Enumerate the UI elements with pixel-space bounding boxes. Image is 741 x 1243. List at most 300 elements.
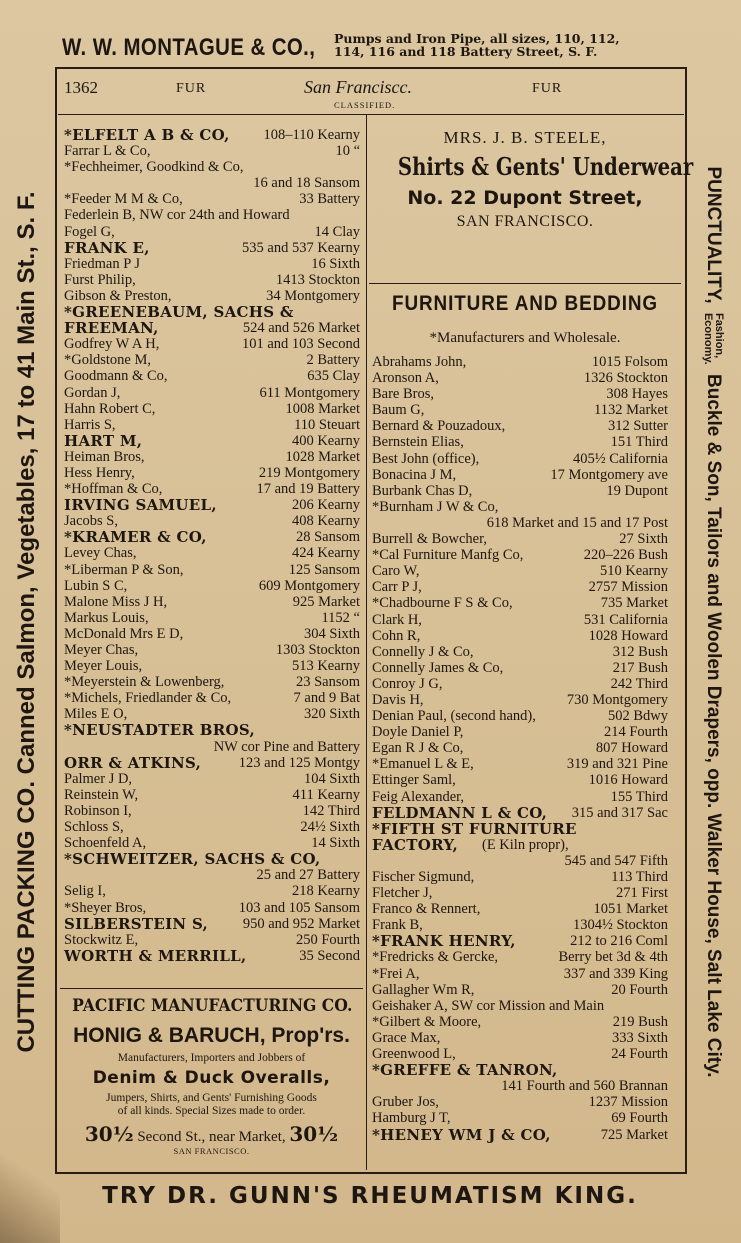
listing-address: 611 Montgomery: [259, 384, 360, 401]
listing-address: 19 Dupont: [606, 482, 668, 499]
listing-address: 618 Market and 15 and 17 Post: [486, 514, 668, 531]
pacific-ad-proprietors: HONIG & BARUCH, Prop'rs.: [73, 1024, 350, 1047]
listing-name: Clark H,: [372, 611, 422, 628]
listing-address: 319 and 321 Pine: [566, 756, 668, 773]
listing-address: 502 Bdwy: [607, 708, 668, 725]
listing-row: [64, 545, 360, 561]
listing-name: Bare Bros,: [372, 386, 435, 403]
listing-row: [64, 304, 360, 320]
listing-name: *Burnham J W & Co,: [372, 498, 499, 515]
listing-address: 315 and 317 Sac: [571, 804, 668, 821]
listing-row: [372, 966, 668, 982]
listing-address: 206 Kearny: [291, 497, 360, 514]
listing-address: 408 Kearny: [291, 513, 360, 530]
listing-row: [372, 595, 668, 611]
listing-name: Godfrey W A H,: [64, 336, 160, 353]
listing-name: *Goldstone M,: [64, 352, 151, 369]
listing-row: [64, 256, 360, 272]
listing-row: [372, 756, 668, 772]
listing-row: [64, 481, 360, 497]
listing-name: Gibson & Preston,: [64, 287, 172, 304]
listing-name: Goodmann & Co,: [64, 368, 168, 385]
listing-address: 16 and 18 Sansom: [253, 175, 360, 192]
listing-name: Stockwitz E,: [64, 931, 139, 948]
listing-row: [64, 433, 360, 449]
listing-row: [372, 499, 668, 515]
listing-address: 609 Montgomery: [258, 577, 360, 594]
listing-name: *FRANK HENRY,: [372, 932, 516, 951]
listing-row: [372, 917, 668, 933]
listing-name: *Meyerstein & Lowenberg,: [64, 674, 225, 691]
listing-row: [64, 529, 360, 545]
listing-address: 510 Kearny: [599, 563, 668, 580]
top-ad-details: [334, 32, 620, 58]
listing-name: Burbank Chas D,: [372, 482, 473, 499]
listing-name: Meyer Chas,: [64, 642, 139, 658]
listing-row: [372, 579, 668, 595]
listing-address: Berry bet 3d & 4th: [558, 949, 668, 966]
pacific-ad-tagline: Manufacturers, Importers and Jobbers of: [117, 1052, 306, 1064]
listing-row: [372, 451, 668, 467]
listing-address: 151 Third: [610, 434, 668, 451]
listing-row: [372, 740, 668, 756]
listing-address: 1326 Stockton: [583, 370, 668, 387]
listing-name: Selig I,: [64, 883, 106, 900]
right-ad-part1: PUNCTUALITY,: [702, 166, 724, 304]
listing-address: 23 Sansom: [295, 674, 360, 691]
listing-row: [372, 418, 668, 434]
listing-name: FRANK E,: [64, 238, 150, 257]
listing-address: 142 Third: [302, 802, 360, 819]
listing-name: Friedman P J: [64, 255, 140, 272]
listing-address: 405½ California: [572, 450, 668, 467]
listing-address: 925 Market: [292, 593, 360, 610]
steele-ad-headline: Shirts & Gents' Underwear: [397, 152, 694, 181]
listing-address: 524 and 526 Market: [242, 320, 360, 337]
listing-name: Federlein B, NW cor 24th and Howard: [64, 207, 290, 224]
listing-address: 17 and 19 Battery: [256, 481, 360, 498]
left-listing-column: [64, 127, 360, 964]
listing-name: Harris S,: [64, 416, 116, 433]
section-heading: FURNITURE AND BEDDING: [391, 292, 659, 315]
listing-name: Miles E O,: [64, 706, 128, 723]
right-section-rule: [369, 283, 681, 284]
listing-address: 2 Battery: [306, 352, 360, 369]
listing-row: [372, 1062, 668, 1078]
listing-address: 312 Sutter: [607, 418, 668, 435]
listing-name: FACTORY,: [372, 835, 458, 854]
listing-name: HART M,: [64, 431, 143, 450]
listing-row: [64, 272, 360, 288]
listing-row: [64, 722, 360, 738]
listing-row: [64, 835, 360, 851]
listing-address: 725 Market: [600, 1126, 668, 1143]
listing-address: 24½ Sixth: [300, 819, 360, 836]
listing-address: 14 Sixth: [311, 835, 360, 852]
listing-address: 1413 Stockton: [275, 271, 360, 288]
right-side-ad-text: [702, 80, 724, 1165]
listing-row: [372, 1127, 668, 1143]
listing-name: Denian Paul, (second hand),: [372, 708, 536, 725]
listing-row: [372, 1078, 668, 1094]
top-ad-line1: Pumps and Iron Pipe, all sizes, 110, 112,: [334, 31, 620, 46]
listing-row: [372, 402, 668, 418]
pacific-ad-number-right: 30½: [289, 1122, 339, 1146]
listing-name: Carr P J,: [372, 579, 422, 596]
listing-address: 950 and 952 Market: [242, 915, 360, 932]
right-ad-small2: Economy.: [702, 312, 715, 365]
listing-name: Doyle Daniel P,: [372, 724, 464, 741]
listing-name: *GREENEBAUM, SACHS &: [64, 303, 294, 322]
listing-name: Aronson A,: [372, 370, 439, 387]
listing-row: [64, 851, 360, 867]
right-listing-column: [372, 354, 668, 1143]
listing-row: [64, 626, 360, 642]
listing-name: Markus Louis,: [64, 609, 149, 626]
listing-address: 250 Fourth: [295, 931, 360, 948]
listing-row: [372, 982, 668, 998]
listing-name: Davis H,: [372, 691, 424, 708]
listing-name: Fogel G,: [64, 223, 115, 240]
listing-row: [64, 513, 360, 529]
pacific-ad-city: SAN FRANCISCO.: [173, 1146, 250, 1156]
listing-address: 7 and 9 Bat: [293, 690, 360, 707]
listing-address: 33 Battery: [299, 191, 360, 208]
right-ad-small1: Fashion,: [713, 312, 726, 359]
listing-row: [64, 706, 360, 722]
listing-name: Ettinger Saml,: [372, 772, 456, 789]
listing-row: [64, 159, 360, 175]
listing-address: 635 Clay: [307, 368, 360, 385]
listing-name: Egan R J & Co,: [372, 740, 464, 757]
pacific-ad-street: Second St., near Market,: [137, 1129, 286, 1145]
listing-address: 735 Market: [600, 595, 668, 612]
steele-ad-address: No. 22 Dupont Street,: [407, 187, 643, 209]
listing-name: *SCHWEITZER, SACHS & CO,: [64, 850, 321, 869]
listing-row: [64, 819, 360, 835]
listing-row: [64, 352, 360, 368]
listing-row: [64, 771, 360, 787]
listing-row: [64, 207, 360, 223]
listing-name: Levey Chas,: [64, 545, 137, 562]
listing-row: [64, 916, 360, 932]
listing-row: [372, 531, 668, 547]
listing-row: [372, 724, 668, 740]
listing-address: 219 Montgomery: [258, 464, 360, 481]
top-ad-name: W. W. MONTAGUE & CO.,: [62, 34, 316, 61]
pacific-ad-number-left: 30½: [84, 1122, 134, 1146]
listing-row: [64, 867, 360, 883]
listing-name: Malone Miss J H,: [64, 593, 168, 610]
listing-address: 155 Third: [610, 788, 668, 805]
listing-row: [372, 837, 668, 853]
listing-row: [372, 692, 668, 708]
listing-name: Bernstein Elias,: [372, 434, 464, 451]
listing-name: Frank B,: [372, 917, 423, 934]
right-ad-small: [702, 313, 724, 365]
listing-address: 271 First: [616, 885, 668, 902]
listing-row: [64, 948, 360, 964]
listing-row: [64, 240, 360, 256]
listing-address: 101 and 103 Second: [242, 336, 360, 353]
pacific-ad-product: Denim & Duck Overalls,: [92, 1068, 331, 1088]
listing-address: 400 Kearny: [291, 432, 360, 449]
listing-name: *Fredricks & Gercke,: [372, 949, 499, 966]
listing-row: [372, 644, 668, 660]
page-number: 1362: [64, 78, 98, 97]
listing-name: Burrell & Bowcher,: [372, 531, 487, 548]
listing-address: 220–226 Bush: [583, 547, 668, 564]
pacific-ad-goods-line1: Jumpers, Shirts, and Gents' Furnishing Goods: [106, 1092, 317, 1104]
listing-row: [64, 127, 360, 143]
listing-row: [372, 628, 668, 644]
listing-row: [64, 787, 360, 803]
listing-row: [64, 883, 360, 899]
listing-name: McDonald Mrs E D,: [64, 625, 184, 642]
listing-name: Furst Philip,: [64, 271, 136, 288]
listing-row: [372, 370, 668, 386]
listing-name: *Hoffman & Co,: [64, 481, 163, 498]
listing-name: Connelly J & Co,: [372, 643, 474, 660]
listing-address: 212 to 216 Coml: [570, 933, 668, 950]
listing-name: *Feeder M M & Co,: [64, 191, 183, 208]
listing-row: [372, 547, 668, 563]
listing-name: *HENEY WM J & CO,: [372, 1125, 551, 1144]
listing-row: [64, 900, 360, 916]
listing-name: *Gilbert & Moore,: [372, 1013, 482, 1030]
listing-address: 108–110 Kearny: [263, 127, 360, 143]
left-side-ad-text: CUTTING PACKING CO. Canned Salmon, Vegetables, 17 to 41 Main St., S. F.: [13, 191, 40, 1053]
listing-address: 28 Sansom: [295, 529, 360, 546]
listing-name: Farrar L & Co,: [64, 143, 151, 160]
listing-name: Gallagher Wm R,: [372, 981, 475, 998]
listing-name: Abrahams John,: [372, 354, 467, 370]
pacific-ad-address: [60, 1122, 363, 1146]
listing-row: [64, 610, 360, 626]
listing-address: 411 Kearny: [292, 786, 360, 803]
listing-name: *Cal Furniture Manfg Co,: [372, 547, 524, 564]
listing-address: (E Kiln propr),: [482, 836, 569, 853]
listing-row: [64, 562, 360, 578]
listing-address: 1132 Market: [594, 402, 668, 419]
listing-name: *Fechheimer, Goodkind & Co,: [64, 159, 244, 176]
listing-name: Gruber Jos,: [372, 1094, 439, 1111]
listing-address: 1152 “: [321, 609, 360, 626]
listing-address: 308 Hayes: [606, 386, 668, 403]
running-head-left: FUR: [176, 81, 207, 96]
listing-address: 1015 Folsom: [591, 354, 668, 370]
listing-name: FREEMAN,: [64, 319, 159, 338]
listing-address: 113 Third: [611, 869, 668, 885]
listing-row: [64, 224, 360, 240]
listing-address: 1051 Market: [593, 901, 668, 918]
listing-row: [372, 821, 668, 837]
listing-row: [372, 483, 668, 499]
listing-name: Lubin S C,: [64, 577, 128, 594]
listing-address: 535 and 537 Kearny: [242, 239, 360, 256]
listing-address: 217 Bush: [612, 659, 668, 676]
listing-name: FELDMANN L & CO,: [372, 803, 548, 822]
listing-name: *Michels, Friedlander & Co,: [64, 690, 232, 707]
listing-address: 513 Kearny: [291, 658, 360, 675]
section-subheading: *Manufacturers and Wholesale.: [429, 330, 621, 346]
listing-row: [64, 932, 360, 948]
steele-ad-city: SAN FRANCISCO.: [456, 213, 594, 230]
listing-name: Robinson I,: [64, 802, 132, 819]
listing-name: Grace Max,: [372, 1029, 441, 1046]
listing-name: Greenwood L,: [372, 1046, 456, 1063]
listing-name: *Chadbourne F S & Co,: [372, 595, 513, 612]
listing-address: 1016 Howard: [588, 772, 668, 789]
listing-name: Hess Henry,: [64, 464, 135, 481]
listing-name: Franco & Rennert,: [372, 901, 481, 918]
listing-row: [372, 805, 668, 821]
listing-address: NW cor Pine and Battery: [213, 738, 360, 755]
listing-address: 1303 Stockton: [275, 642, 360, 658]
pacific-ad-company: PACIFIC MANUFACTURING CO.: [72, 996, 353, 1016]
listing-row: [372, 998, 668, 1014]
steele-advertisement: [370, 128, 694, 231]
listing-name: Feig Alexander,: [372, 788, 465, 805]
listing-row: [64, 594, 360, 610]
listing-row: [64, 642, 360, 658]
listing-address: 807 Howard: [595, 740, 668, 757]
pacific-ad-goods-line2: of all kinds. Special Sizes made to order.: [117, 1105, 306, 1117]
listing-address: 25 and 27 Battery: [256, 867, 360, 884]
listing-row: [64, 674, 360, 690]
listing-address: 24 Fourth: [611, 1046, 668, 1063]
pacific-advertisement: [60, 996, 363, 1156]
listing-row: [64, 658, 360, 674]
listing-row: [372, 901, 668, 917]
listing-row: [372, 660, 668, 676]
listing-row: [64, 803, 360, 819]
listing-row: [64, 449, 360, 465]
listing-name: *Emanuel L & E,: [372, 756, 474, 773]
listing-address: 2757 Mission: [588, 579, 668, 596]
listing-name: Best John (office),: [372, 450, 480, 467]
classified-label: CLASSIFIED.: [334, 100, 396, 110]
listing-name: Reinstein W,: [64, 786, 139, 803]
left-ad-rule: [60, 988, 363, 989]
listing-address: 17 Montgomery ave: [550, 466, 668, 483]
header-rule: [58, 114, 684, 115]
listing-row: [64, 143, 360, 159]
listing-row: [64, 755, 360, 771]
listing-row: [64, 690, 360, 706]
listing-address: 730 Montgomery: [566, 691, 668, 708]
listing-address: 242 Third: [610, 675, 668, 692]
listing-row: [64, 368, 360, 384]
listing-row: [372, 612, 668, 628]
listing-address: 10 “: [335, 143, 360, 160]
listing-name: *NEUSTADTER BROS,: [64, 721, 256, 740]
top-advertisement: [62, 30, 682, 66]
listing-row: [372, 853, 668, 869]
listing-address: 333 Sixth: [612, 1029, 668, 1046]
listing-name: Cohn R,: [372, 627, 421, 644]
listing-row: [372, 772, 668, 788]
listing-row: [64, 739, 360, 755]
listing-name: Meyer Louis,: [64, 658, 143, 675]
steele-ad-name: MRS. J. B. STEELE,: [443, 128, 607, 147]
listing-row: [64, 497, 360, 513]
listing-name: ORR & ATKINS,: [64, 753, 202, 772]
listing-name: Baum G,: [372, 402, 425, 419]
listing-address: 34 Montgomery: [266, 287, 360, 304]
listing-row: [64, 578, 360, 594]
listing-name: *GREFFE & TANRON,: [372, 1061, 558, 1080]
listing-address: 1008 Market: [285, 400, 360, 417]
listing-row: [372, 434, 668, 450]
listing-name: *Frei A,: [372, 965, 420, 982]
right-side-advertisement: [690, 80, 736, 1165]
listing-row: [372, 869, 668, 885]
listing-row: [64, 175, 360, 191]
listing-address: 125 Sansom: [288, 561, 360, 578]
listing-name: Heiman Bros,: [64, 448, 145, 465]
listing-address: 337 and 339 King: [563, 965, 668, 982]
listing-row: [372, 386, 668, 402]
listing-address: 123 and 125 Montgy: [238, 754, 360, 771]
listing-address: 304 Sixth: [304, 625, 360, 642]
listing-row: [372, 1014, 668, 1030]
listing-row: [372, 708, 668, 724]
listing-name: SILBERSTEIN S,: [64, 914, 209, 933]
listing-name: Fletcher J,: [372, 885, 433, 902]
listing-address: 20 Fourth: [611, 981, 668, 998]
left-side-advertisement: [5, 80, 49, 1165]
listing-name: Hahn Robert C,: [64, 400, 156, 417]
listing-row: [64, 385, 360, 401]
listing-name: Schloss S,: [64, 819, 124, 836]
listing-address: 531 California: [583, 611, 668, 628]
listing-address: 1304½ Stockton: [572, 917, 668, 934]
listing-address: 110 Steuart: [294, 416, 360, 433]
listing-name: Gordan J,: [64, 384, 121, 401]
listing-address: 320 Sixth: [304, 706, 360, 723]
listing-name: *KRAMER & CO,: [64, 528, 207, 547]
listing-name: Schoenfeld A,: [64, 835, 147, 852]
listing-row: [372, 949, 668, 965]
listing-row: [372, 1030, 668, 1046]
listing-address: 545 and 547 Fifth: [564, 852, 668, 869]
listing-address: 218 Kearny: [291, 883, 360, 900]
listing-row: [64, 417, 360, 433]
listing-row: [372, 1046, 668, 1062]
listing-row: [372, 354, 668, 370]
listing-row: [372, 515, 668, 531]
listing-address: 141 Fourth and 560 Brannan: [501, 1078, 668, 1095]
listing-address: 1028 Market: [285, 448, 360, 465]
listing-address: 14 Clay: [314, 223, 360, 240]
listing-name: WORTH & MERRILL,: [64, 946, 247, 965]
listing-name: *ELFELT A B & CO,: [64, 126, 230, 144]
page-header: [64, 76, 681, 110]
listing-name: Connelly James & Co,: [372, 659, 504, 676]
listing-row: [64, 336, 360, 352]
listing-address: 16 Sixth: [311, 255, 360, 272]
column-divider: [366, 115, 367, 1170]
listing-name: Palmer J D,: [64, 770, 133, 787]
listing-address: 35 Second: [299, 947, 360, 964]
listing-name: Bernard & Pouzadoux,: [372, 418, 506, 435]
listing-address: 219 Bush: [612, 1013, 668, 1030]
bottom-advertisement: TRY DR. GUNN'S RHEUMATISM KING.: [102, 1183, 638, 1209]
listing-row: [372, 885, 668, 901]
listing-address: 69 Fourth: [611, 1110, 668, 1127]
listing-address: 104 Sixth: [304, 770, 360, 787]
